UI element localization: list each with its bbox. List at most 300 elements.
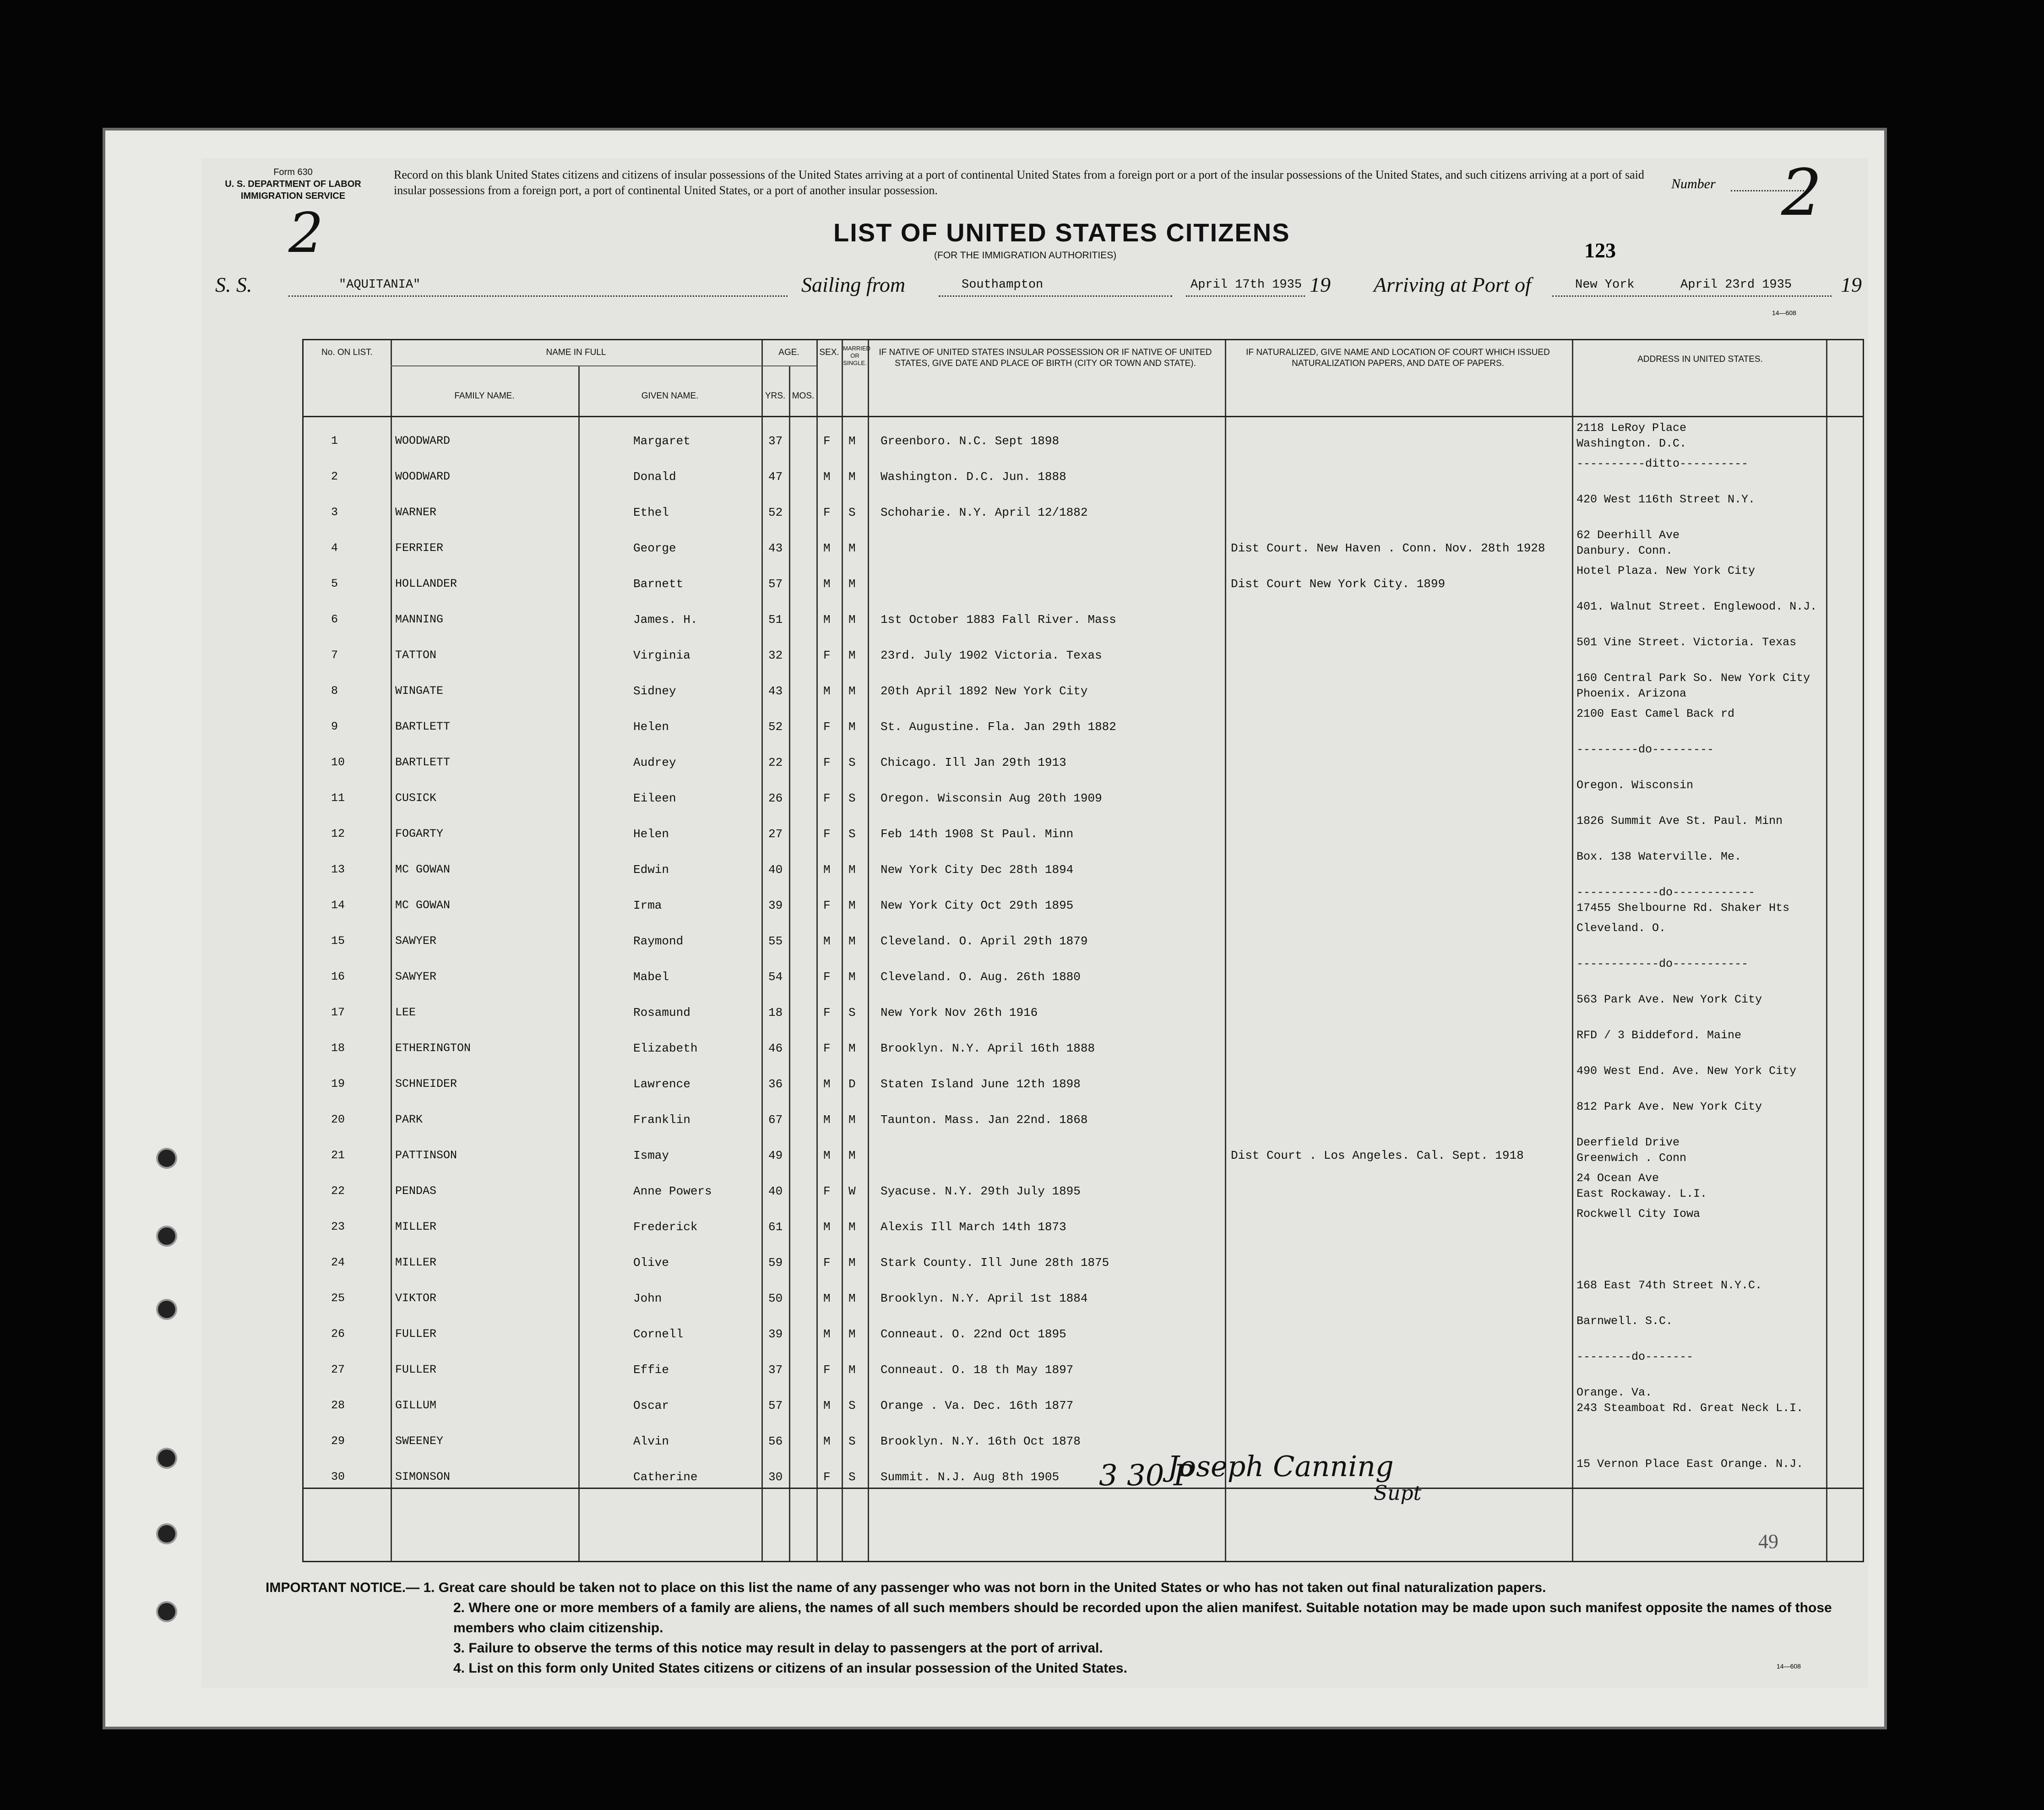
- ship-line: [288, 295, 788, 297]
- age-years: 57: [768, 1399, 783, 1412]
- birth-info: Cleveland. O. April 29th 1879: [881, 934, 1088, 948]
- age-years: 55: [768, 934, 783, 948]
- address: 563 Park Ave. New York City: [1576, 993, 1762, 1006]
- signature-note: 3 30 P: [1099, 1459, 1193, 1493]
- departure-date: April 17th 1935: [1191, 278, 1302, 292]
- age-years: 59: [768, 1256, 783, 1270]
- marital-status: M: [848, 1149, 856, 1162]
- birth-info: 1st October 1883 Fall River. Mass: [881, 613, 1116, 627]
- age-years: 57: [768, 577, 783, 591]
- birth-info: Conneaut. O. 22nd Oct 1895: [881, 1327, 1066, 1341]
- sex: F: [823, 720, 831, 734]
- col-naturalized: IF NATURALIZED, GIVE NAME AND LOCATION OF COURT WHICH ISSUED NATURALIZATION PAPERS, AND DATE OF PAPERS.: [1246, 348, 1550, 368]
- row-number: 30: [331, 1470, 345, 1483]
- given-name: Barnett: [633, 577, 684, 591]
- given-name: George: [633, 541, 676, 555]
- col-given: GIVEN NAME.: [641, 391, 699, 401]
- address: 812 Park Ave. New York City: [1576, 1100, 1762, 1113]
- row-number: 10: [331, 756, 345, 769]
- age-years: 36: [768, 1077, 783, 1091]
- age-years: 56: [768, 1434, 783, 1448]
- address: Cleveland. O.: [1576, 921, 1666, 935]
- form-code-bottom: 14—608: [1777, 1663, 1801, 1670]
- service: IMMIGRATION SERVICE: [240, 191, 346, 201]
- sex: M: [823, 577, 831, 591]
- col-yrs: YRS.: [765, 391, 786, 401]
- sex: M: [823, 541, 831, 555]
- address: 501 Vine Street. Victoria. Texas: [1576, 636, 1797, 649]
- row-number: 6: [331, 613, 338, 626]
- marital-status: S: [848, 1470, 856, 1484]
- age-years: 47: [768, 470, 783, 484]
- row-number: 1: [331, 434, 338, 447]
- notice-item-2: 2. Where one or more members of a family are aliens, the names of all such members should be recorded upon the alien manifest. Suitable notation may be made upon such manifest opposite the names of those members who claim citizenship.: [453, 1600, 1832, 1636]
- age-years: 22: [768, 756, 783, 769]
- address: 24 Ocean Ave: [1576, 1172, 1659, 1185]
- date-line: [1186, 295, 1305, 297]
- ship-name: "AQUITANIA": [339, 278, 421, 292]
- address: ---------do---------: [1576, 743, 1714, 756]
- sex: F: [823, 1470, 831, 1484]
- birth-info: Oregon. Wisconsin Aug 20th 1909: [881, 791, 1102, 805]
- notice-label: IMPORTANT NOTICE.—: [266, 1580, 420, 1595]
- given-name: Lawrence: [633, 1077, 690, 1091]
- sex: F: [823, 1041, 831, 1055]
- sex: F: [823, 649, 831, 662]
- row-number: 18: [331, 1041, 345, 1055]
- year-prefix-2: 19: [1841, 273, 1862, 296]
- form-number: Form 630: [273, 167, 313, 177]
- col-mos: MOS.: [792, 391, 815, 401]
- age-years: 43: [768, 684, 783, 698]
- age-years: 32: [768, 649, 783, 662]
- sex: M: [823, 1149, 831, 1162]
- row-number: 29: [331, 1434, 345, 1448]
- address: 168 East 74th Street N.Y.C.: [1576, 1279, 1762, 1292]
- age-years: 39: [768, 1327, 783, 1341]
- address: Barnwell. S.C.: [1576, 1314, 1673, 1328]
- birth-info: Syacuse. N.Y. 29th July 1895: [881, 1184, 1081, 1198]
- marital-status: M: [848, 899, 856, 912]
- family-name: SAWYER: [395, 934, 437, 948]
- family-name: LEE: [395, 1006, 416, 1019]
- number-label: Number: [1671, 176, 1716, 191]
- marital-status: W: [848, 1184, 856, 1198]
- row-number: 21: [331, 1149, 345, 1162]
- family-name: GILLUM: [395, 1399, 437, 1412]
- row-number: 20: [331, 1113, 345, 1126]
- row-number: 14: [331, 899, 345, 912]
- address-line-2: Danbury. Conn.: [1576, 544, 1673, 557]
- address-line-2: Greenwich . Conn: [1576, 1151, 1687, 1165]
- family-name: MILLER: [395, 1256, 437, 1269]
- family-name: ETHERINGTON: [395, 1041, 471, 1055]
- table-body: [304, 416, 1863, 1488]
- address: 160 Central Park So. New York City: [1576, 671, 1810, 685]
- row-number: 5: [331, 577, 338, 590]
- year-prefix-1: 19: [1310, 273, 1331, 296]
- given-name: Mabel: [633, 970, 669, 984]
- address: Deerfield Drive: [1576, 1136, 1680, 1149]
- important-notice: [266, 1578, 1845, 1679]
- address-line-2: 243 Steamboat Rd. Great Neck L.I.: [1576, 1401, 1804, 1415]
- row-number: 25: [331, 1292, 345, 1305]
- age-years: 67: [768, 1113, 783, 1127]
- col-address: ADDRESS IN UNITED STATES.: [1637, 354, 1763, 364]
- given-name: Sidney: [633, 684, 676, 698]
- sex: F: [823, 1184, 831, 1198]
- family-name: WARNER: [395, 506, 437, 519]
- family-name: TATTON: [395, 649, 437, 662]
- row-number: 8: [331, 684, 338, 698]
- row-number: 4: [331, 541, 338, 555]
- row-number: 22: [331, 1184, 345, 1198]
- row-number: 7: [331, 649, 338, 662]
- marital-status: M: [848, 863, 856, 877]
- marital-status: M: [848, 470, 856, 484]
- age-years: 37: [768, 434, 783, 448]
- given-name: Ismay: [633, 1149, 669, 1162]
- address: ------------do-----------: [1576, 957, 1749, 970]
- sex: F: [823, 970, 831, 984]
- age-years: 54: [768, 970, 783, 984]
- sex: F: [823, 899, 831, 912]
- row-number: 12: [331, 827, 345, 840]
- birth-info: Greenboro. N.C. Sept 1898: [881, 434, 1060, 448]
- col-no: No. ON LIST.: [321, 348, 373, 357]
- marital-status: M: [848, 1363, 856, 1377]
- sex: F: [823, 506, 831, 519]
- marital-status: M: [848, 934, 856, 948]
- marital-status: M: [848, 1292, 856, 1305]
- sailing-label: Sailing from: [801, 273, 906, 296]
- address: 2100 East Camel Back rd: [1576, 707, 1735, 720]
- sex: F: [823, 827, 831, 841]
- row-number: 16: [331, 970, 345, 983]
- sex: F: [823, 1363, 831, 1377]
- given-name: Audrey: [633, 756, 676, 769]
- signature: Joseph Canning: [1168, 1450, 1394, 1483]
- marital-status: S: [848, 506, 856, 519]
- arrival-line: [1552, 295, 1832, 297]
- birth-info: Washington. D.C. Jun. 1888: [881, 470, 1066, 484]
- age-years: 37: [768, 1363, 783, 1377]
- sex: M: [823, 1434, 831, 1448]
- birth-info: 23rd. July 1902 Victoria. Texas: [881, 649, 1102, 662]
- marital-status: S: [848, 1399, 856, 1412]
- age-years: 49: [768, 1149, 783, 1162]
- notice-item-4: 4. List on this form only United States citizens or citizens of an insular possession of the United States.: [453, 1661, 1127, 1676]
- port-line: [939, 295, 1172, 297]
- age-years: 52: [768, 720, 783, 734]
- birth-info: Feb 14th 1908 St Paul. Minn: [881, 827, 1074, 841]
- department: U. S. DEPARTMENT OF LABOR: [225, 179, 361, 189]
- marital-status: M: [848, 720, 856, 734]
- page-number: 49: [1758, 1530, 1778, 1553]
- intro-text: Record on this blank United States citizens and citizens of insular possessions of the United States arriving at a port of continental United States from a foreign port or a port of the insular possessions of the United States, and such citizens arriving at a port of said insular possessions from a foreign port, a port of continental United States, or a port of another insular possession.: [394, 168, 1644, 197]
- address: 1826 Summit Ave St. Paul. Minn: [1576, 814, 1783, 828]
- naturalization: Dist Court. New Haven . Conn. Nov. 28th 1928: [1231, 541, 1545, 555]
- row-number: 26: [331, 1327, 345, 1341]
- marital-status: S: [848, 756, 856, 769]
- row-number: 23: [331, 1220, 345, 1233]
- given-name: Irma: [633, 899, 662, 912]
- marital-status: M: [848, 434, 856, 448]
- family-name: FULLER: [395, 1363, 437, 1376]
- row-number: 24: [331, 1256, 345, 1269]
- age-years: 50: [768, 1292, 783, 1305]
- address-line-2: Phoenix. Arizona: [1576, 687, 1687, 700]
- age-years: 18: [768, 1006, 783, 1019]
- address-line-2: 17455 Shelbourne Rd. Shaker Hts: [1576, 901, 1790, 915]
- family-name: FERRIER: [395, 541, 444, 555]
- given-name: Elizabeth: [633, 1041, 698, 1055]
- marital-status: M: [848, 970, 856, 984]
- form-area: [201, 158, 1868, 1688]
- address: 62 Deerhill Ave: [1576, 529, 1680, 542]
- family-name: HOLLANDER: [395, 577, 457, 590]
- birth-info: Brooklyn. N.Y. April 1st 1884: [881, 1292, 1088, 1305]
- family-name: WINGATE: [395, 684, 444, 698]
- binder-hole: [158, 1525, 175, 1543]
- family-name: VIKTOR: [395, 1292, 437, 1305]
- birth-info: Summit. N.J. Aug 8th 1905: [881, 1470, 1060, 1484]
- col-name: NAME IN FULL: [546, 348, 606, 357]
- birth-info: St. Augustine. Fla. Jan 29th 1882: [881, 720, 1116, 734]
- marital-status: D: [848, 1077, 856, 1091]
- birth-info: Alexis Ill March 14th 1873: [881, 1220, 1066, 1234]
- family-name: PATTINSON: [395, 1149, 457, 1162]
- departure-port: Southampton: [962, 278, 1044, 292]
- row-number: 11: [331, 791, 345, 805]
- sex: M: [823, 684, 831, 698]
- row-number: 3: [331, 506, 338, 519]
- address: Box. 138 Waterville. Me.: [1576, 850, 1742, 863]
- row-number: 27: [331, 1363, 345, 1376]
- manifest-sheet: [105, 131, 1884, 1727]
- marital-status: M: [848, 1220, 856, 1234]
- ss-label: S. S.: [215, 273, 252, 296]
- birth-info: 20th April 1892 New York City: [881, 684, 1088, 698]
- row-number: 2: [331, 470, 338, 483]
- sex: M: [823, 470, 831, 484]
- given-name: Eileen: [633, 791, 676, 805]
- sex: M: [823, 863, 831, 877]
- binder-hole: [158, 1150, 175, 1167]
- age-years: 61: [768, 1220, 783, 1234]
- age-years: 26: [768, 791, 783, 805]
- family-name: WOODWARD: [395, 434, 451, 447]
- marital-status: S: [848, 1434, 856, 1448]
- birth-info: Brooklyn. N.Y. 16th Oct 1878: [881, 1434, 1081, 1448]
- row-number: 13: [331, 863, 345, 876]
- sex: M: [823, 1113, 831, 1127]
- given-name: Margaret: [633, 434, 690, 448]
- naturalization: Dist Court New York City. 1899: [1231, 577, 1446, 591]
- family-name: MC GOWAN: [395, 863, 451, 876]
- age-years: 40: [768, 863, 783, 877]
- given-name: Alvin: [633, 1434, 669, 1448]
- family-name: BARTLETT: [395, 720, 451, 733]
- sex: F: [823, 756, 831, 769]
- family-name: FOGARTY: [395, 827, 444, 840]
- notice-item-1: 1. Great care should be taken not to place on this list the name of any passenger who was not born in the United States or who has not taken out final naturalization papers.: [423, 1580, 1546, 1595]
- page-title: LIST OF UNITED STATES CITIZENS: [833, 218, 1290, 247]
- family-name: SWEENEY: [395, 1434, 444, 1448]
- address: ------------do------------: [1576, 886, 1756, 899]
- given-name: Virginia: [633, 649, 690, 662]
- sex: F: [823, 1256, 831, 1270]
- birth-info: Brooklyn. N.Y. April 16th 1888: [881, 1041, 1095, 1055]
- address: Rockwell City Iowa: [1576, 1207, 1701, 1221]
- birth-info: Staten Island June 12th 1898: [881, 1077, 1081, 1091]
- age-years: 40: [768, 1184, 783, 1198]
- given-name: Donald: [633, 470, 676, 484]
- marital-status: M: [848, 1113, 856, 1127]
- birth-info: Conneaut. O. 18 th May 1897: [881, 1363, 1074, 1377]
- col-married: MARRIED OR SINGLE.: [843, 345, 870, 366]
- marital-status: M: [848, 684, 856, 698]
- handwritten-number-left: 2: [288, 202, 324, 265]
- row-number: 9: [331, 720, 338, 733]
- binder-hole: [158, 1603, 175, 1620]
- address: 15 Vernon Place East Orange. N.J.: [1576, 1457, 1804, 1471]
- given-name: Franklin: [633, 1113, 690, 1127]
- col-birth: IF NATIVE OF UNITED STATES INSULAR POSSESSION OR IF NATIVE OF UNITED STATES, GIVE DATE AND PLACE OF BIRTH (CITY OR TOWN AND STATE).: [879, 348, 1212, 368]
- form-id: [220, 166, 366, 202]
- sex: M: [823, 1327, 831, 1341]
- address: Orange. Va.: [1576, 1386, 1653, 1399]
- address: 490 West End. Ave. New York City: [1576, 1064, 1797, 1078]
- address: Hotel Plaza. New York City: [1576, 564, 1756, 578]
- age-years: 52: [768, 506, 783, 519]
- marital-status: M: [848, 1256, 856, 1270]
- age-years: 46: [768, 1041, 783, 1055]
- given-name: Raymond: [633, 934, 684, 948]
- address: Oregon. Wisconsin: [1576, 779, 1694, 792]
- given-name: Cornell: [633, 1327, 684, 1341]
- row-number: 15: [331, 934, 345, 948]
- family-name: SIMONSON: [395, 1470, 451, 1483]
- notice-item-3: 3. Failure to observe the terms of this notice may result in delay to passengers at the port of arrival.: [453, 1641, 1103, 1656]
- handwritten-number-right: 2: [1781, 156, 1822, 230]
- family-name: BARTLETT: [395, 756, 451, 769]
- family-name: CUSICK: [395, 791, 437, 805]
- family-name: WOODWARD: [395, 470, 451, 483]
- address-line-2: Washington. D.C.: [1576, 437, 1687, 450]
- sex: M: [823, 1399, 831, 1412]
- address-line-2: East Rockaway. L.I.: [1576, 1187, 1707, 1200]
- stamped-number: 123: [1584, 239, 1616, 262]
- marital-status: M: [848, 541, 856, 555]
- birth-info: New York City Oct 29th 1895: [881, 899, 1074, 912]
- given-name: Olive: [633, 1256, 669, 1270]
- family-name: SCHNEIDER: [395, 1077, 457, 1090]
- address: 420 West 116th Street N.Y.: [1576, 493, 1756, 506]
- arriving-label: Arriving at Port of: [1374, 273, 1531, 296]
- col-family: FAMILY NAME.: [454, 391, 515, 401]
- marital-status: M: [848, 613, 856, 627]
- arrival-port: New York: [1575, 278, 1635, 292]
- sex: M: [823, 1292, 831, 1305]
- given-name: John: [633, 1292, 662, 1305]
- given-name: Catherine: [633, 1470, 698, 1484]
- address: 2118 LeRoy Place: [1576, 421, 1687, 435]
- marital-status: M: [848, 1327, 856, 1341]
- sex: M: [823, 613, 831, 627]
- family-name: PENDAS: [395, 1184, 437, 1198]
- naturalization: Dist Court . Los Angeles. Cal. Sept. 1918: [1231, 1149, 1524, 1162]
- given-name: Effie: [633, 1363, 669, 1377]
- birth-info: New York Nov 26th 1916: [881, 1006, 1038, 1019]
- birth-info: Taunton. Mass. Jan 22nd. 1868: [881, 1113, 1088, 1127]
- col-age: AGE.: [778, 348, 799, 357]
- birth-info: Schoharie. N.Y. April 12/1882: [881, 506, 1088, 519]
- birth-info: New York City Dec 28th 1894: [881, 863, 1074, 877]
- family-name: MILLER: [395, 1220, 437, 1233]
- table-row: [304, 1386, 1863, 1435]
- col-sex: SEX.: [819, 348, 839, 357]
- marital-status: S: [848, 827, 856, 841]
- given-name: Anne Powers: [633, 1184, 712, 1198]
- birth-info: Stark County. Ill June 28th 1875: [881, 1256, 1109, 1270]
- binder-hole: [158, 1227, 175, 1245]
- marital-status: S: [848, 791, 856, 805]
- birth-info: Orange . Va. Dec. 16th 1877: [881, 1399, 1074, 1412]
- age-years: 43: [768, 541, 783, 555]
- address: RFD / 3 Biddeford. Maine: [1576, 1029, 1742, 1042]
- binder-hole: [158, 1450, 175, 1467]
- given-name: Ethel: [633, 506, 669, 519]
- row-number: 19: [331, 1077, 345, 1090]
- given-name: Rosamund: [633, 1006, 690, 1019]
- birth-info: Cleveland. O. Aug. 26th 1880: [881, 970, 1081, 984]
- sex: M: [823, 1220, 831, 1234]
- passenger-table: [302, 339, 1864, 1562]
- age-years: 39: [768, 899, 783, 912]
- page-subtitle: (FOR THE IMMIGRATION AUTHORITIES): [934, 250, 1117, 261]
- sex: M: [823, 1077, 831, 1091]
- row-number: 28: [331, 1399, 345, 1412]
- marital-status: M: [848, 649, 856, 662]
- marital-status: M: [848, 577, 856, 591]
- sex: F: [823, 791, 831, 805]
- arrival-date: April 23rd 1935: [1680, 278, 1792, 292]
- address: 401. Walnut Street. Englewood. N.J.: [1576, 600, 1817, 613]
- given-name: Oscar: [633, 1399, 669, 1412]
- family-name: MANNING: [395, 613, 444, 626]
- given-name: Helen: [633, 720, 669, 734]
- sex: M: [823, 934, 831, 948]
- binder-hole: [158, 1301, 175, 1318]
- signature-suffix: Supt: [1374, 1482, 1422, 1505]
- birth-info: Chicago. Ill Jan 29th 1913: [881, 756, 1066, 769]
- given-name: Edwin: [633, 863, 669, 877]
- form-code-top: 14—608: [1772, 309, 1796, 316]
- table-row: [304, 1207, 1863, 1257]
- age-years: 30: [768, 1470, 783, 1484]
- family-name: SAWYER: [395, 970, 437, 983]
- address: ----------ditto----------: [1576, 457, 1749, 470]
- family-name: FULLER: [395, 1327, 437, 1341]
- given-name: Helen: [633, 827, 669, 841]
- family-name: MC GOWAN: [395, 899, 451, 912]
- row-number: 17: [331, 1006, 345, 1019]
- marital-status: M: [848, 1041, 856, 1055]
- age-years: 27: [768, 827, 783, 841]
- marital-status: S: [848, 1006, 856, 1019]
- given-name: James. H.: [633, 613, 698, 627]
